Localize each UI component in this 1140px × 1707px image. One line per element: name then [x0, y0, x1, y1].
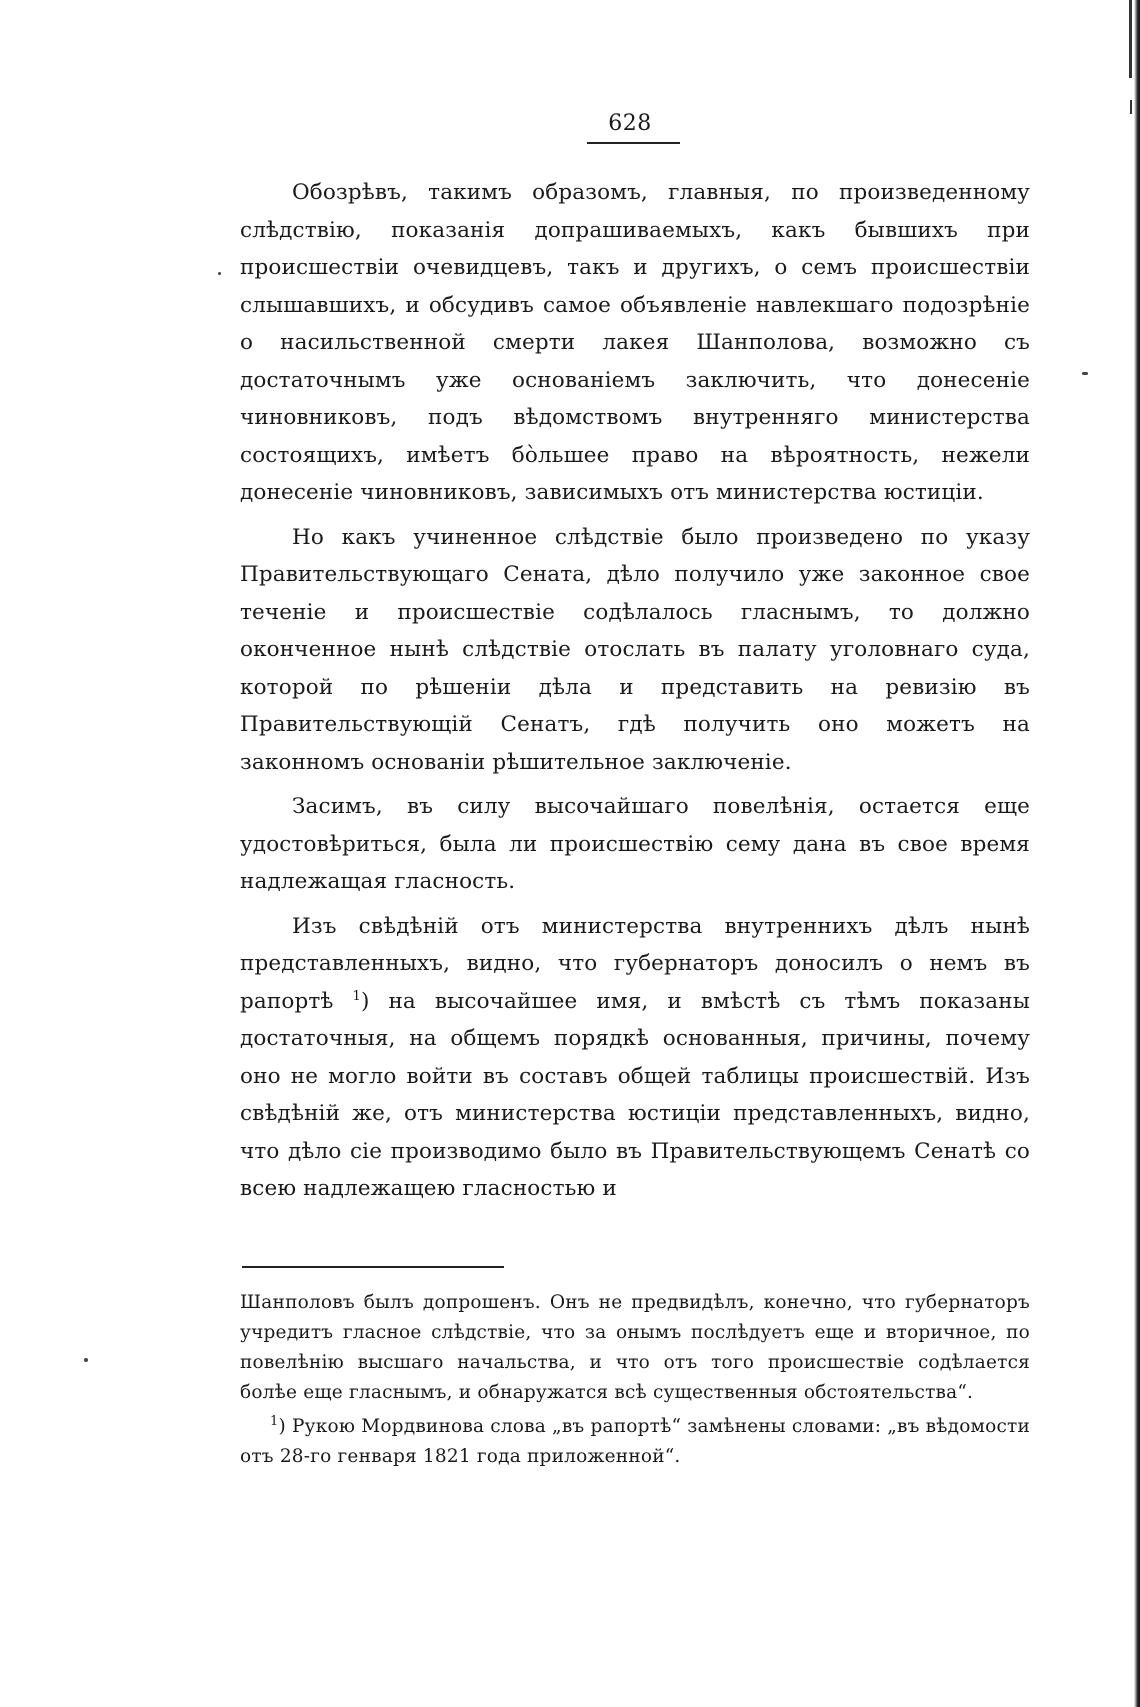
footnote-text: ) Рукою Мордвинова слова „въ рапортѣ“ замѣнены словами: „въ вѣдомости отъ 28-го генваря 1821 года приложенной“.	[240, 1416, 1031, 1467]
footnotes	[240, 1288, 1030, 1476]
footnote-reference: 1	[352, 988, 361, 1004]
paragraph: Обозрѣвъ, такимъ образомъ, главныя, по произведенному слѣдствію, показанія допрашиваемыхъ, какъ бывшихъ при происшествіи очевидцевъ, такъ и другихъ, о семъ происшествіи слышавшихъ, и обсудивъ самое объявленіе навлекшаго подозрѣніе о насильственной смерти лакея Шанполова, возможно съ достаточнымъ уже основаніемъ заключить, что донесеніе чиновниковъ, подъ вѣдомствомъ внутренняго министерства состоящихъ, имѣетъ бо̀льшее право на вѣроятность, нежели донесеніе чиновниковъ, зависимыхъ отъ министерства юстиціи.	[240, 180, 1030, 505]
main-text	[240, 174, 1030, 1215]
page-edge-mark	[1129, 0, 1132, 78]
footnote-marker: 1	[270, 1413, 279, 1429]
paragraph: Но какъ учиненное слѣдствіе было произведено по указу Правительствующаго Сената, дѣло получило уже законное свое теченіе и происшествіе содѣлалось гласнымъ, то должно оконченное нынѣ слѣдствіе отослать въ палату уголовнаго суда, которой по рѣшеніи дѣла и представить на ревизію въ Правительствующій Сенатъ, гдѣ получить оно можетъ на законномъ основаніи рѣшительное заключеніе.	[240, 524, 1030, 775]
paragraph	[240, 908, 1030, 1208]
page-number-rule	[587, 142, 680, 144]
paragraph: Засимъ, въ силу высочайшаго повелѣнія, остается еще удостовѣриться, была ли происшествію сему дана въ свое время надлежащая гласность.	[240, 794, 1030, 894]
footnote-continued: Шанполовъ былъ допрошенъ. Онъ не предвидѣлъ, конечно, что губернаторъ учредитъ гласное слѣдствіе, что за онымъ послѣдуетъ еще и вторичное, по повелѣнію высшаго начальства, и что отъ того происшествіе содѣлается болѣе еще гласнымъ, и обнаружатся всѣ существенныя обстоятельства“.	[240, 1292, 1030, 1403]
page-edge-shadow	[1134, 0, 1140, 1707]
page-number: 628	[608, 111, 652, 136]
footnote-separator	[242, 1266, 504, 1268]
scan-speck	[1082, 372, 1088, 375]
page-edge-mark	[1130, 100, 1132, 114]
scan-speck	[84, 1358, 88, 1362]
paragraph-text: Изъ свѣдѣній отъ министерства внутреннихъ дѣлъ нынѣ представленныхъ, видно, что губернаторъ доносилъ о немъ въ рапортѣ	[240, 913, 1030, 1014]
scan-speck	[218, 272, 221, 275]
footnote-1	[240, 1412, 1030, 1472]
paragraph-text: ) на высочайшее имя, и вмѣстѣ съ тѣмъ показаны достаточныя, на общемъ порядкѣ основанныя, причины, почему оно не могло войти въ составъ общей таблицы происшествій. Изъ свѣдѣній же, отъ министерства юстиціи представленныхъ, видно, что дѣло сіе производимо было въ Правительствующемъ Сенатѣ со всею надлежащею гласностью и	[240, 988, 1030, 1201]
